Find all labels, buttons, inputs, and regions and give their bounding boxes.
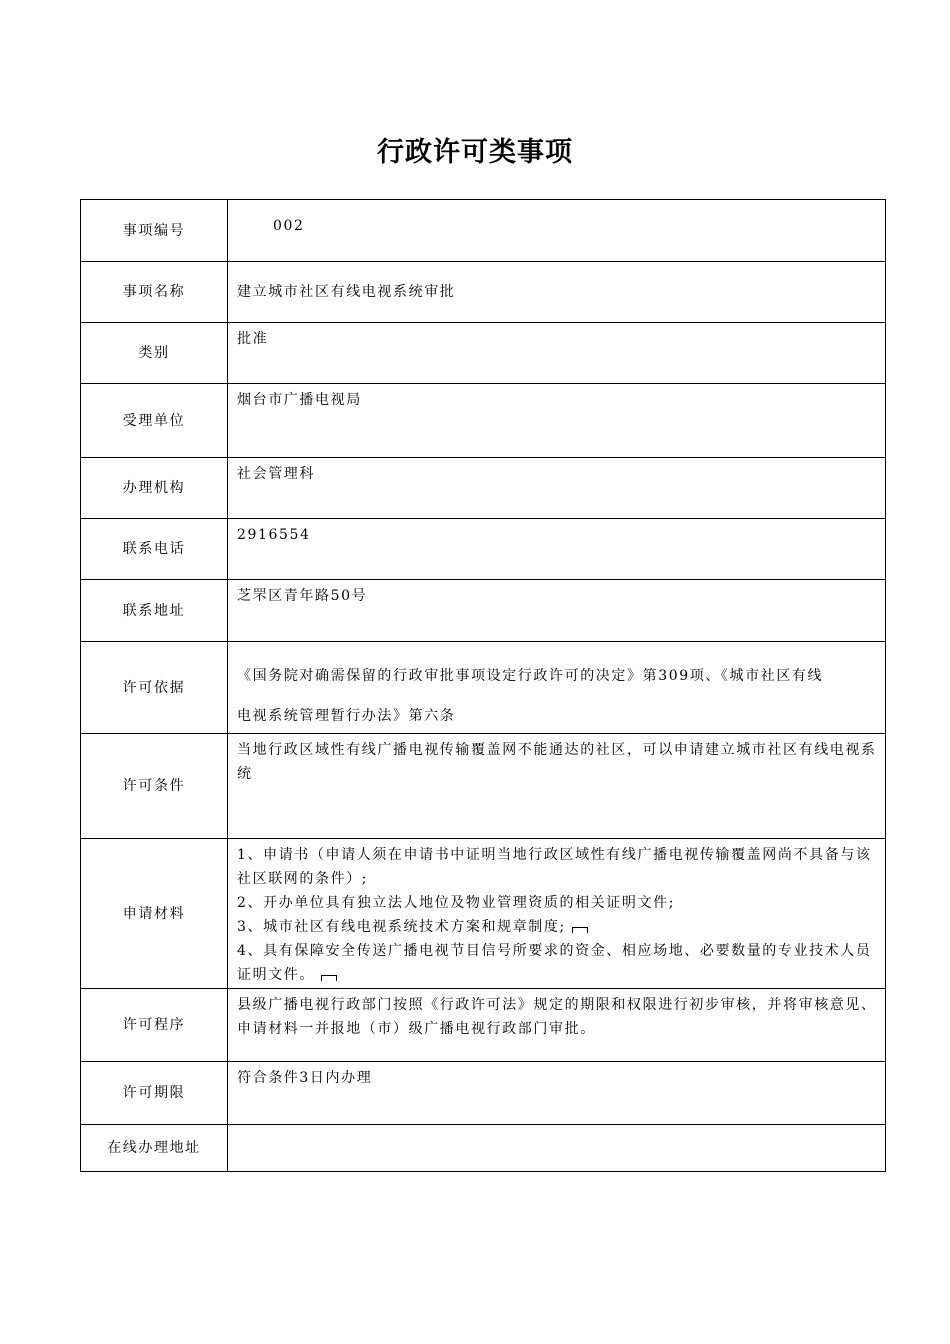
item-name-value: 建立城市社区有线电视系统审批 (228, 262, 886, 323)
handling-agency-value: 社会管理科 (228, 458, 886, 519)
table-row (81, 642, 886, 734)
bracket-mark-icon (572, 927, 588, 933)
material-item-4 (237, 939, 877, 987)
table-row (81, 839, 886, 989)
table-row (81, 384, 886, 458)
table-row (81, 200, 886, 262)
online-address-value (228, 1125, 886, 1172)
category-label: 类别 (81, 323, 228, 384)
table-row (81, 458, 886, 519)
permit-info-table (80, 199, 886, 1172)
handling-agency-label: 办理机构 (81, 458, 228, 519)
item-number-text: 002 (273, 218, 305, 234)
material-item-4-text: 4、具有保障安全传送广播电视节目信号所要求的资金、相应场地、必要数量的专业技术人员证明文件。 (237, 943, 872, 983)
item-name-label: 事项名称 (81, 262, 228, 323)
materials-value (228, 839, 886, 989)
material-item-3 (237, 915, 877, 939)
online-address-label: 在线办理地址 (81, 1125, 228, 1172)
phone-value: 2916554 (228, 519, 886, 580)
table-row (81, 519, 886, 580)
table-row (81, 323, 886, 384)
address-label: 联系地址 (81, 580, 228, 642)
address-value: 芝罘区青年路50号 (228, 580, 886, 642)
legal-basis-value (228, 642, 886, 734)
conditions-value: 当地行政区域性有线广播电视传输覆盖网不能通达的社区，可以申请建立城市社区有线电视系统 (228, 734, 886, 839)
table-row (81, 262, 886, 323)
table-row (81, 580, 886, 642)
legal-basis-label: 许可依据 (81, 642, 228, 734)
table-row (81, 1062, 886, 1125)
category-value: 批准 (228, 323, 886, 384)
materials-label: 申请材料 (81, 839, 228, 989)
legal-basis-line-2: 电视系统管理暂行办法》第六条 (237, 708, 456, 724)
phone-label: 联系电话 (81, 519, 228, 580)
bracket-mark-icon (321, 975, 337, 981)
conditions-label: 许可条件 (81, 734, 228, 839)
procedure-value: 县级广播电视行政部门按照《行政许可法》规定的期限和权限进行初步审核，并将审核意见、申请材料一并报地（市）级广播电视行政部门审批。 (228, 989, 886, 1062)
time-limit-value: 符合条件3日内办理 (228, 1062, 886, 1125)
accepting-unit-value: 烟台市广播电视局 (228, 384, 886, 458)
item-number-label: 事项编号 (81, 200, 228, 262)
material-item-3-text: 3、城市社区有线电视系统技术方案和规章制度; (237, 919, 566, 935)
procedure-label: 许可程序 (81, 989, 228, 1062)
material-item-2: 2、开办单位具有独立法人地位及物业管理资质的相关证明文件; (237, 895, 676, 911)
page-title: 行政许可类事项 (377, 137, 573, 168)
table-row (81, 989, 886, 1062)
material-item-1: 1、申请书（申请人须在申请书中证明当地行政区域性有线广播电视传输覆盖网尚不具备与该社区联网的条件）; (237, 847, 872, 887)
legal-basis-line-1: 《国务院对确需保留的行政审批事项设定行政许可的决定》第309项、《城市社区有线 (237, 668, 824, 684)
table-row (81, 734, 886, 839)
accepting-unit-label: 受理单位 (81, 384, 228, 458)
item-number-value (228, 200, 886, 262)
time-limit-label: 许可期限 (81, 1062, 228, 1125)
table-row (81, 1125, 886, 1172)
